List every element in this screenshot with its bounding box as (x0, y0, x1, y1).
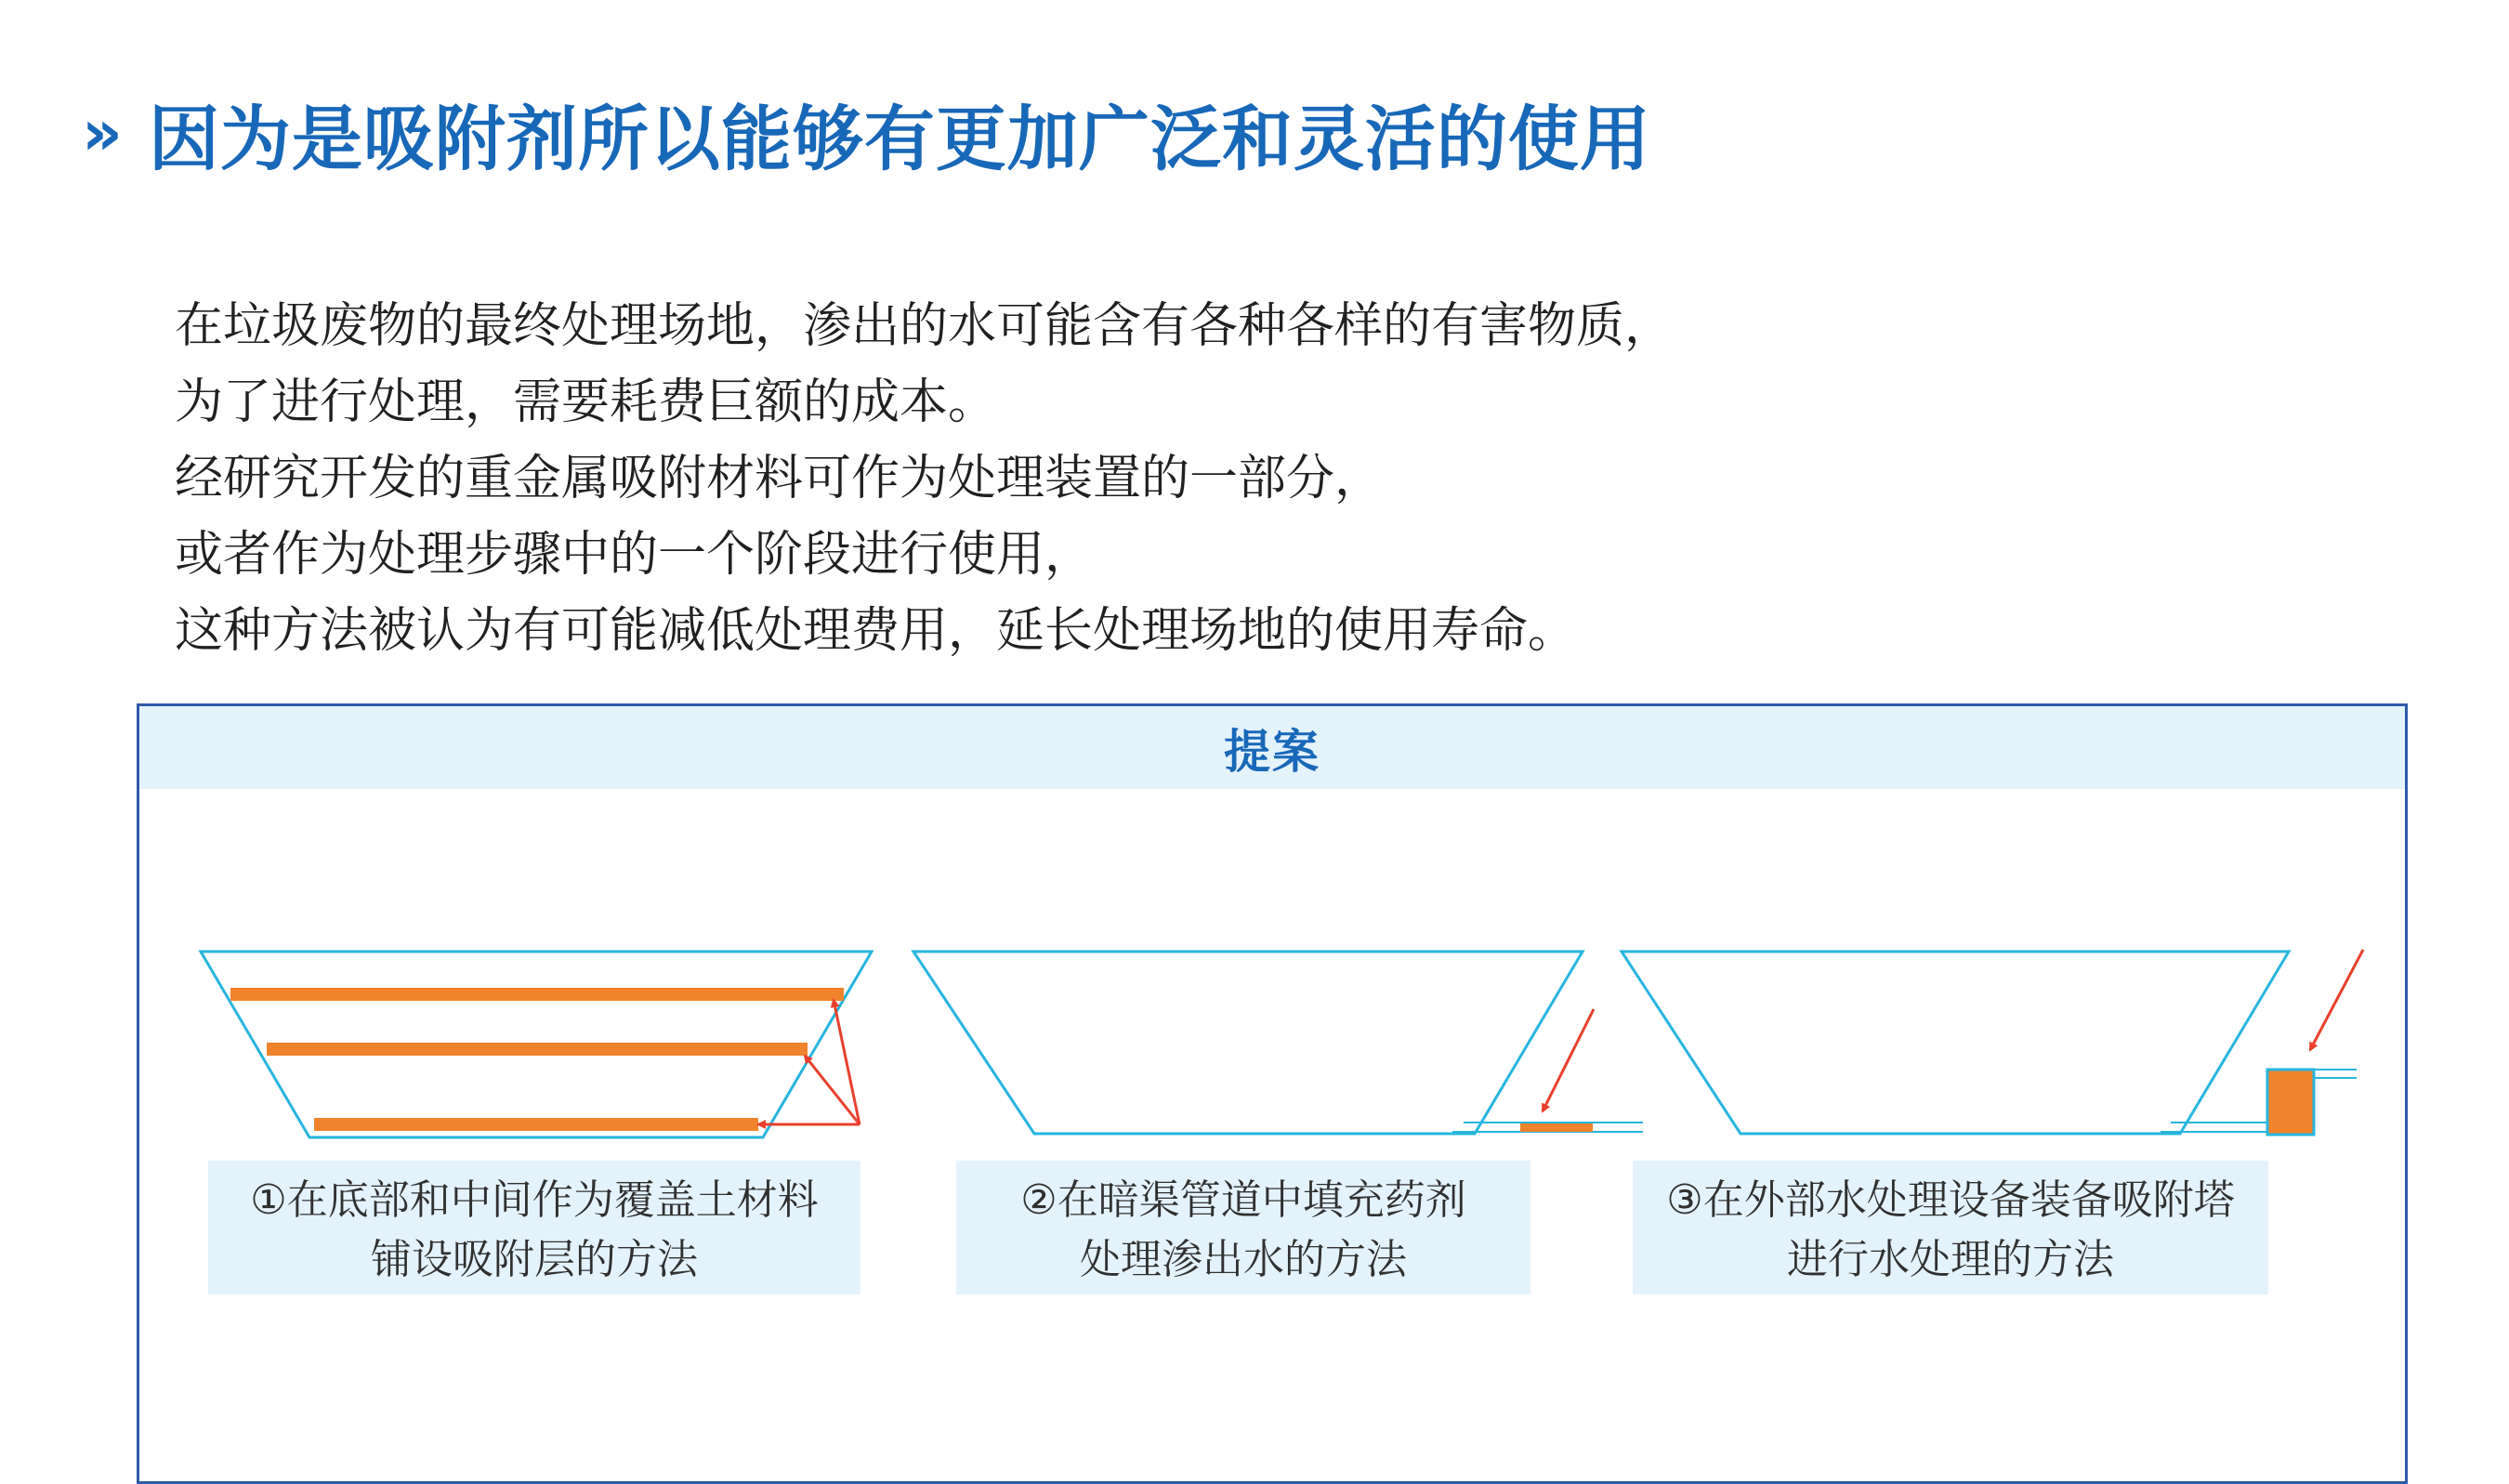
intro-line: 或者作为处理步骤中的一个阶段进行使用， (175, 527, 1094, 583)
double-chevron-icon: » (82, 96, 112, 170)
landfill-basin-3 (1622, 952, 2289, 1134)
method-1-diagram (201, 952, 872, 1137)
method-3-caption (1633, 1161, 2268, 1294)
caption-line: ①在底部和中间作为覆盖土材料 (250, 1176, 819, 1224)
caption-line: ②在暗渠管道中填充药剂 (1020, 1176, 1466, 1224)
pointer-arrow (1543, 1009, 1594, 1111)
proposal-title: 提案 (1224, 724, 1320, 779)
adsorption-layer-top (230, 988, 844, 1001)
intro-line: 经研究开发的重金属吸附材料可作为处理装置的一部分， (175, 451, 1384, 506)
adsorption-tower (2267, 1070, 2314, 1135)
landfill-basin-2 (913, 952, 1583, 1134)
intro-line: 为了进行处理，需要耗费巨额的成本。 (175, 374, 997, 430)
adsorbent-fill (1520, 1123, 1593, 1132)
caption-line: 进行水处理的方法 (1787, 1236, 2114, 1283)
method-2-diagram (913, 952, 1643, 1134)
method-1-caption (208, 1161, 860, 1294)
intro-line: 在垃圾废物的最终处理场地，渗出的水可能含有各种各样的有害物质， (175, 298, 1674, 354)
page-title: 因为是吸附剂所以能够有更加广泛和灵活的使用 (148, 97, 1651, 180)
adsorption-layer-middle (267, 1043, 808, 1056)
method-2-caption (956, 1161, 1530, 1294)
caption-line: 铺设吸附层的方法 (371, 1236, 698, 1283)
method-3-diagram (1622, 950, 2363, 1135)
caption-line: ③在外部水处理设备装备吸附塔 (1666, 1176, 2235, 1224)
intro-line: 这种方法被认为有可能减低处理费用，延长处理场地的使用寿命。 (175, 603, 1577, 659)
pointer-arrow (834, 1000, 860, 1124)
adsorption-layer-bottom (314, 1118, 758, 1131)
pointer-arrow (2310, 950, 2363, 1050)
caption-line: 处理渗出水的方法 (1080, 1236, 1407, 1283)
